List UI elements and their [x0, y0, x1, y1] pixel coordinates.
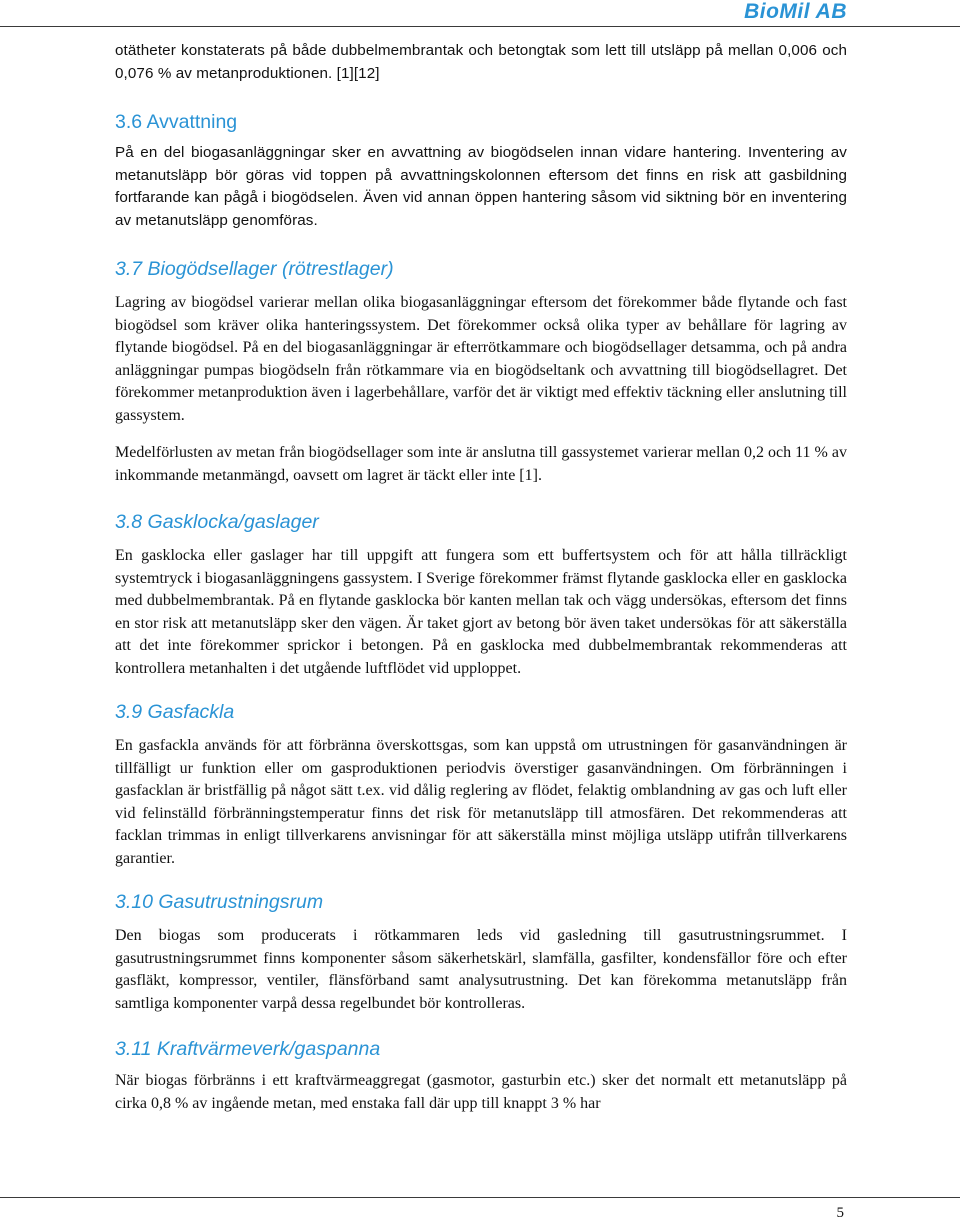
header-divider — [0, 26, 960, 27]
paragraph-avvattning: På en del biogasanläggningar sker en avvattning av biogödselen innan vidare hantering. Inventering av metanutsläpp bör göras vid toppen på avvattningskolonnen eftersom det finns en risk att gasbildning fortfarande kan pågå i biogödselen. Även vid annan öppen hantering såsom vid siktning bör en inventering av metanutsläpp genomföras. — [115, 144, 847, 229]
page-number: 5 — [836, 1205, 844, 1221]
document-body — [115, 40, 847, 1115]
heading-3-11: 3.11 Kraftvärmeverk/gaspanna — [115, 1038, 381, 1060]
footer-divider — [0, 1197, 960, 1198]
heading-3-6: 3.6 Avvattning — [115, 111, 238, 133]
company-logo-text: BioMil AB — [744, 0, 847, 23]
heading-3-7: 3.7 Biogödsellager (rötrestlager) — [115, 258, 394, 280]
paragraph-gasklocka: En gasklocka eller gaslager har till uppgift att fungera som ett buffertsystem och för att hålla tillräckligt systemtryck i biogasanläggningens gassystem. I Sverige förekommer främst flytande gasklocka eller en gasklocka med dubbelmembrantak. På en flytande gasklocka bör kanten mellan tak och vägg undersökas, eftersom det finns en stor risk att metanutsläpp sker den vägen. Är taket gjort av betong bör även taket undersökas för att säkerställa att det inte förekommer sprickor i betongen. På en gasklocka med dubbelmembrantak rekommenderas att kontrollera metanhalten i det utgående luftflödet vid upploppet. — [115, 547, 847, 677]
paragraph-biogodsellager-2: Medelförlusten av metan från biogödsellager som inte är anslutna till gassystemet varierar mellan 0,2 och 11 % av inkommande metanmängd, oavsett om lagret är täckt eller inte [1]. — [115, 444, 847, 484]
heading-3-8: 3.8 Gasklocka/gaslager — [115, 511, 319, 533]
paragraph-leak-intro: otätheter konstaterats på både dubbelmembrantak och betongtak som lett till utsläpp på mellan 0,006 och 0,076 % av metanproduktionen. [1][12] — [115, 42, 847, 82]
paragraph-gasutrustningsrum: Den biogas som producerats i rötkammaren leds vid gasledning till gasutrustningsrummet. I gasutrustningsrummet finns komponenter såsom säkerhetskärl, slamfälla, gasfilter, kondensfällor före och efter gasfläkt, kompressor, ventiler, flänsförband samt analysutrustning. Det kan förekomma metanutsläpp från samtliga komponenter varpå dessa regelbundet bör kontrolleras. — [115, 927, 847, 1012]
paragraph-kraftvarmeverk: När biogas förbränns i ett kraftvärmeaggregat (gasmotor, gasturbin etc.) sker det normalt ett metanutsläpp på cirka 0,8 % av ingående metan, med enstaka fall där upp till knappt 3 % har — [115, 1072, 847, 1112]
heading-3-10: 3.10 Gasutrustningsrum — [115, 891, 324, 913]
paragraph-gasfackla: En gasfackla används för att förbränna överskottsgas, som kan uppstå om utrustningen för gasanvändningen är tillfälligt ur funktion eller om gasproduktionen periodvis överstiger gasanvändningen. Om förbränningen i gasfacklan är bristfällig på något sätt t.ex. vid dålig reglering av flödet, felaktig omblandning av gas och luft eller vid felinställd förbränningstemperatur finns det risk för metanutsläpp till atmosfären. Det rekommenderas att facklan trimmas in enligt tillverkarens anvisningar för att säkerställa minst möjliga utsläpp utifrån tillverkarens garantier. — [115, 737, 847, 867]
heading-3-9: 3.9 Gasfackla — [115, 701, 235, 723]
paragraph-biogodsellager-1: Lagring av biogödsel varierar mellan olika biogasanläggningar eftersom det förekommer både flytande och fast biogödsel som kräver olika hanteringssystem. Det förekommer också olika typer av behållare för lagring av flytande biogödsel. På en del biogasanläggningar är efterrötkammare och biogödsellager detsamma, och på andra anläggningar pumpas biogödseln från rötkammare via en biogödseltank och avvattning till biogödsellagret. Det förekommer metanproduktion även i lagerbehållare, varför det är viktigt med effektiv täckning eller anslutning till gassystem. — [115, 294, 847, 424]
